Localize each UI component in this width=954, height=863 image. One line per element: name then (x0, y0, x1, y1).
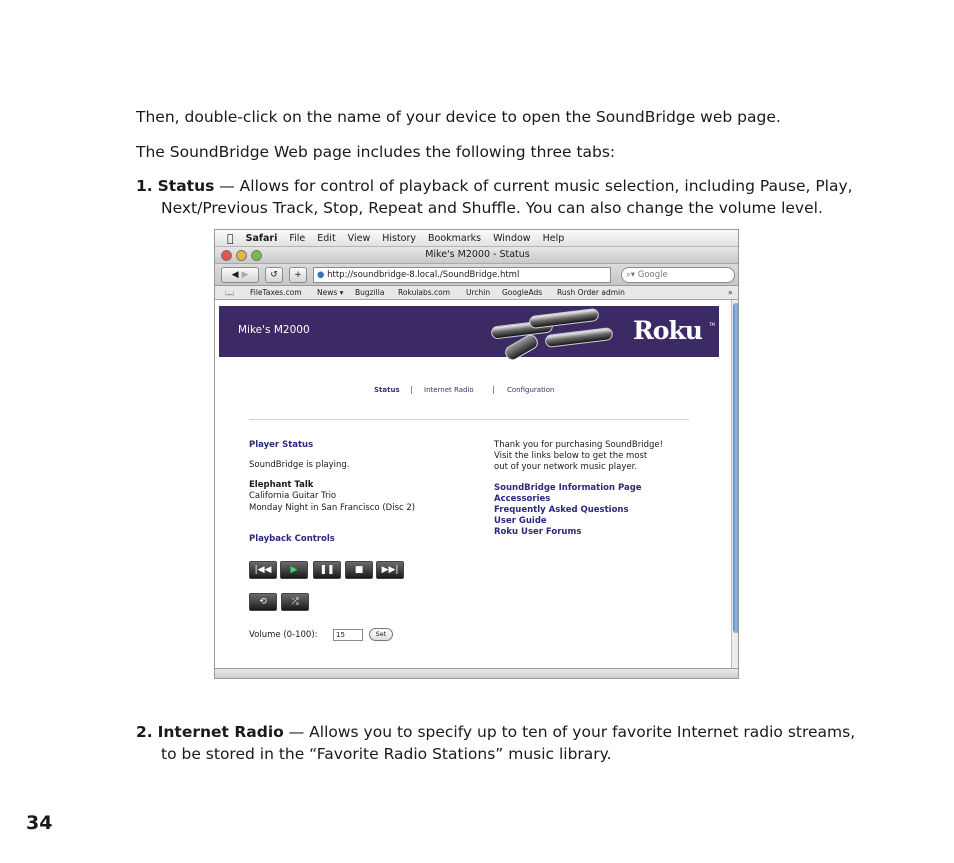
list-item-internet-radio (136, 721, 855, 765)
book-icon[interactable]: 📖 (225, 288, 235, 297)
device-name: Mike's M2000 (238, 324, 310, 336)
add-bookmark-button[interactable] (289, 267, 307, 283)
intro-paragraph: Then, double-click on the name of your device to open the SoundBridge web page. (136, 108, 781, 126)
back-arrow-icon: ◀ (231, 270, 239, 280)
play-icon: ▶ (290, 565, 298, 575)
bookmark-rokulabs[interactable]: Rokulabs.com (398, 288, 451, 297)
chevron-right-icon[interactable]: » (728, 288, 733, 297)
bookmark-bugzilla[interactable]: Bugzilla (355, 288, 385, 297)
volume-input[interactable]: 15 (333, 629, 363, 641)
window-status-bar (215, 668, 739, 679)
link-accessories[interactable]: Accessories (494, 494, 551, 504)
menu-bookmarks[interactable]: Bookmarks (421, 232, 475, 244)
url-text: http://soundbridge-8.local./SoundBridge.html (327, 270, 520, 280)
list-title: Status (157, 177, 215, 195)
set-volume-button[interactable]: Set (369, 628, 393, 641)
list-text: — Allows for control of playback of current music selection, including Pause, Play, (214, 177, 853, 195)
menu-view[interactable]: View (341, 232, 364, 244)
bookmarks-bar (215, 286, 739, 300)
tab-separator: | (410, 385, 413, 394)
scrollbar-thumb[interactable] (733, 303, 739, 633)
address-bar[interactable] (313, 267, 611, 283)
link-info-page[interactable]: SoundBridge Information Page (494, 483, 642, 493)
pause-icon: ❚❚ (319, 565, 335, 575)
roku-logo: Roku (633, 316, 702, 345)
thanks-text-line: Thank you for purchasing SoundBridge! (494, 440, 664, 450)
repeat-button[interactable] (249, 593, 277, 611)
search-icon: ⌕▾ (626, 270, 636, 280)
bookmark-rush-order-admin[interactable]: Rush Order admin (557, 288, 625, 297)
list-item-status (136, 175, 853, 219)
roku-banner (219, 306, 719, 357)
next-track-button[interactable] (376, 561, 404, 579)
reload-icon: ↺ (270, 270, 278, 280)
tab-configuration[interactable]: Configuration (507, 386, 555, 394)
bookmark-filetaxes[interactable]: FileTaxes.com (250, 288, 302, 297)
track-album: Monday Night in San Francisco (Disc 2) (249, 503, 416, 513)
menu-file[interactable]: File (282, 232, 299, 244)
bookmark-urchin[interactable]: Urchin (466, 288, 491, 297)
playback-controls-heading: Playback Controls (249, 534, 335, 544)
list-number: 1. (136, 177, 153, 195)
track-artist: California Guitar Trio (249, 491, 337, 501)
divider (249, 419, 689, 420)
repeat-icon: ⟲ (259, 597, 267, 607)
player-status-heading: Player Status (249, 440, 314, 450)
shuffle-icon: ⤮ (291, 597, 299, 607)
play-button[interactable] (280, 561, 308, 579)
apple-icon[interactable] (227, 232, 234, 245)
menu-safari[interactable]: Safari (239, 232, 271, 244)
trademark-mark: TM (709, 322, 715, 327)
list-text: — Allows you to specify up to ten of your favorite Internet radio streams, (283, 723, 856, 741)
back-forward-button[interactable] (221, 267, 259, 283)
stop-icon: ■ (354, 565, 364, 575)
window-title: Mike's M2000 - Status (425, 249, 530, 260)
tab-status[interactable]: Status (374, 386, 400, 394)
soundbridge-image (528, 308, 599, 329)
list-text-continued: to be stored in the “Favorite Radio Stations” music library. (161, 745, 612, 763)
previous-icon: |◀◀ (254, 565, 272, 575)
plus-icon: + (294, 270, 302, 280)
search-input[interactable] (621, 267, 735, 283)
search-placeholder: Google (637, 270, 668, 280)
tabs-intro-paragraph: The SoundBridge Web page includes the following three tabs: (136, 143, 616, 161)
menu-history[interactable]: History (375, 232, 410, 244)
pause-button[interactable] (313, 561, 341, 579)
list-title: Internet Radio (157, 723, 284, 741)
track-title: Elephant Talk (249, 480, 314, 490)
forward-arrow-icon: ▶ (241, 270, 249, 280)
menu-window[interactable]: Window (486, 232, 524, 244)
link-user-forums[interactable]: Roku User Forums (494, 527, 582, 537)
volume-label: Volume (0-100): (249, 630, 318, 640)
playing-status-text: SoundBridge is playing. (249, 460, 350, 470)
menu-bar (215, 230, 739, 247)
tab-internet-radio[interactable]: Internet Radio (424, 386, 474, 394)
globe-icon: ● (317, 270, 325, 280)
link-user-guide[interactable]: User Guide (494, 516, 547, 526)
web-page-content (215, 300, 731, 668)
page-number: 34 (26, 812, 53, 834)
menu-help[interactable]: Help (535, 232, 558, 244)
window-title-bar (215, 247, 739, 264)
thanks-text-line: out of your network music player. (494, 462, 638, 472)
shuffle-button[interactable] (281, 593, 309, 611)
list-text-continued: Next/Previous Track, Stop, Repeat and Shuffle. You can also change the volume level. (161, 199, 823, 217)
bookmark-news[interactable]: News ▾ (317, 288, 344, 297)
stop-button[interactable] (345, 561, 373, 579)
link-faq[interactable]: Frequently Asked Questions (494, 505, 629, 515)
reload-button[interactable] (265, 267, 283, 283)
next-icon: ▶▶| (381, 565, 399, 575)
browser-screenshot (214, 229, 739, 679)
vertical-scrollbar[interactable] (731, 300, 739, 668)
bookmark-googleads[interactable]: GoogleAds (502, 288, 543, 297)
thanks-text-line: Visit the links below to get the most (494, 451, 648, 461)
list-number: 2. (136, 723, 153, 741)
browser-toolbar (215, 264, 739, 286)
menu-edit[interactable]: Edit (310, 232, 330, 244)
soundbridge-image (544, 327, 613, 348)
previous-track-button[interactable] (249, 561, 277, 579)
tab-separator: | (492, 385, 495, 394)
